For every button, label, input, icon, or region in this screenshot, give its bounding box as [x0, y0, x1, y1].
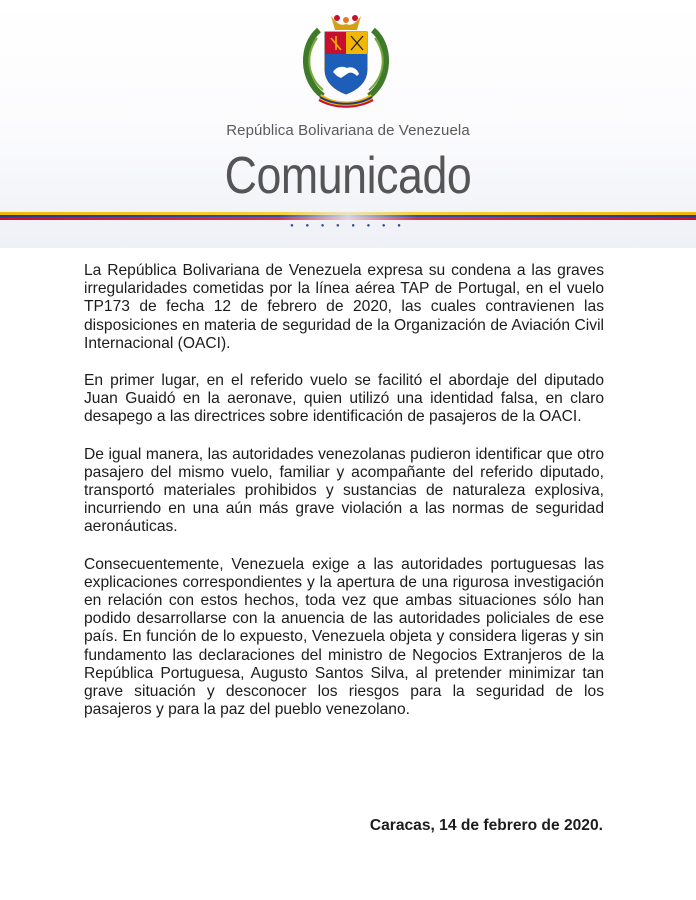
page-title: Comunicado — [224, 147, 472, 205]
flag-divider — [0, 212, 696, 220]
paragraph: La República Bolivariana de Venezuela expresa su condena a las graves irregularidades cometidas por la línea aérea TAP de Portugal, en el vuelo TP173 de fecha 12 de febrero de 2020, las cuales contravienen las disposiciones en materia de seguridad de la Organización de Aviación Civil Internacional (OACI). — [84, 262, 604, 352]
coat-of-arms-icon — [291, 10, 401, 110]
stars-row-icon: ● ● ● ● ● ● ● ● — [290, 223, 406, 229]
document-header — [0, 0, 696, 248]
republic-name: República Bolivariana de Venezuela — [226, 122, 470, 139]
paragraph: Consecuentemente, Venezuela exige a las autoridades portuguesas las explicaciones correspondientes y la apertura de una rigurosa investigación en relación con estos hechos, toda vez que ambas situaciones sólo han podido desarrollarse con la anuencia de las autoridades policiales de ese país. En función de lo expuesto, Venezuela objeta y considera ligeras y sin fundamento las declaraciones del ministro de Negocios Extranjeros de la República Portuguesa, Augusto Santos Silva, al pretender minimizar tan grave situación y desconocer los riesgos para la seguridad de los pasajeros y para la paz del pueblo venezolano. — [84, 555, 604, 719]
flag-stripe-red — [0, 217, 696, 220]
communique-body — [84, 262, 604, 738]
paragraph: En primer lugar, en el referido vuelo se facilitó el abordaje del diputado Juan Guaidó en la aeronave, quien utilizó una identidad falsa, en claro desapego a las directrices sobre identificación de pasajeros de la OACI. — [84, 372, 604, 426]
place-date-signoff: Caracas, 14 de febrero de 2020. — [369, 817, 603, 834]
paragraph: De igual manera, las autoridades venezolanas pudieron identificar que otro pasajero del mismo vuelo, familiar y acompañante del referido diputado, transportó materiales prohibidos y sustancias de naturaleza explosiva, incurriendo en una aún más grave violación a las normas de seguridad aeronáuticas. — [84, 445, 604, 536]
